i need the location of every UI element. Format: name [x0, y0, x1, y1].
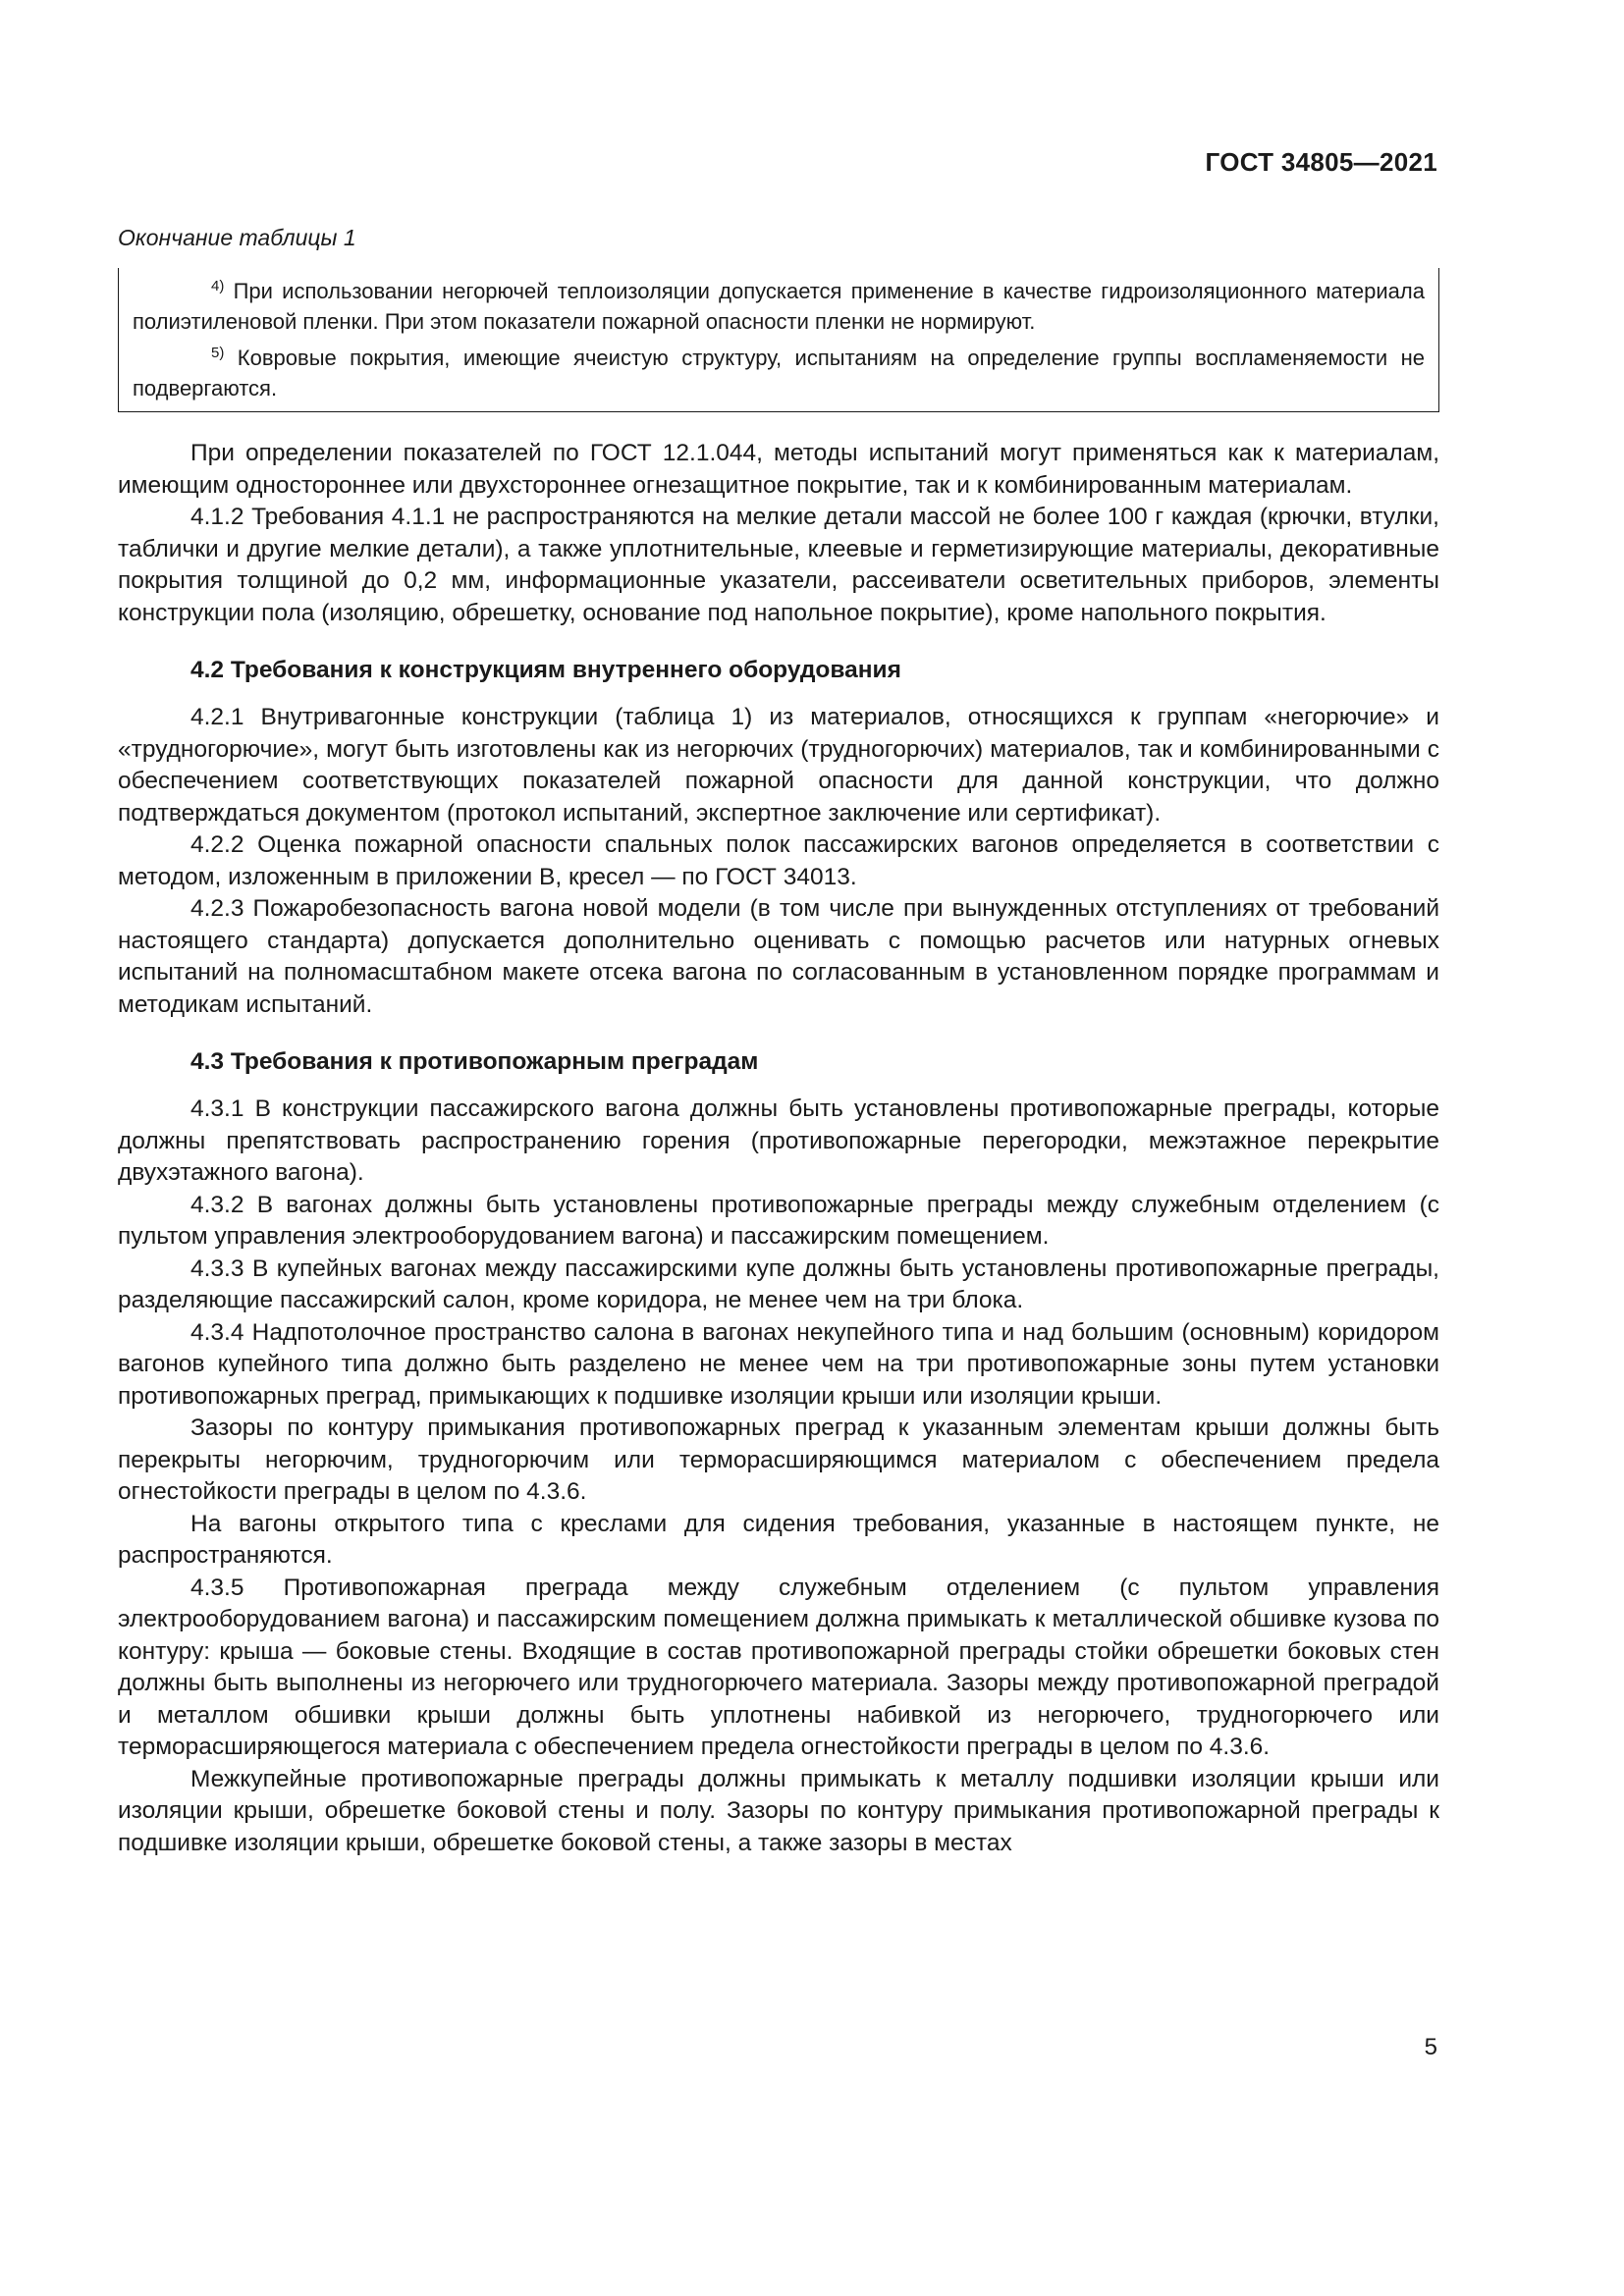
page-content	[118, 221, 1439, 1859]
paragraph-4-3-5: 4.3.5 Противопожарная преграда между служебным отделением (с пультом управления электрооборудованием вагона) и пассажирским помещением должна примыкать к металлической обшивке кузова по контуру: крыша — боковые стены. Входящие в состав противопожарной преграды стойки обрешетки боковых стен должны быть выполнены из негорючего или трудногорючего материала. Зазоры между противопожарной преградой и металлом обшивки крыши должны быть уплотнены набивкой из негорючего, трудногорючего или терморасширяющегося материала с обеспечением предела огнестойкости преграды в целом по 4.3.6.	[118, 1574, 1439, 1760]
paragraph-open-type-cars: На вагоны открытого типа с креслами для сидения требования, указанные в настоящем пункте, не распространяются.	[118, 1510, 1439, 1569]
paragraph-4-2-2: 4.2.2 Оценка пожарной опасности спальных полок пассажирских вагонов определяется в соответствии с методом, изложенным в приложении В, кресел — по ГОСТ 34013.	[118, 831, 1439, 890]
paragraph-gaps-roof: Зазоры по контуру примыкания противопожарных преград к указанным элементам крыши должны быть перекрыты негорючим, трудногорючим или терморасширяющимся материалом с обеспечением предела огнестойкости преграды в целом по 4.3.6.	[118, 1415, 1439, 1505]
footnote-text: При использовании негорючей теплоизоляции допускается применение в качестве гидроизоляционного материала полиэтиленовой пленки. При этом показатели пожарной опасности пленки не нормируют.	[133, 279, 1425, 334]
section-4-3-title: 4.3 Требования к противопожарным преградам	[190, 1048, 759, 1075]
paragraph-inter-compartment: Межкупейные противопожарные преграды должны примыкать к металлу подшивки изоляции крыши или изоляции крыши, обрешетке боковой стены и полу. Зазоры по контуру примыкания противопожарной преграды к подшивке изоляции крыши, обрешетке боковой стены, а также зазоры в местах	[118, 1765, 1439, 1856]
paragraph-4-2-3: 4.2.3 Пожаробезопасность вагона новой модели (в том числе при вынужденных отступлениях от требований настоящего стандарта) допускается дополнительно оценивать с помощью расчетов или натурных огневых испытаний на полномасштабном макете отсека вагона по согласованным в установленном порядке программам и методикам испытаний.	[118, 895, 1439, 1018]
footnote-mark: 5)	[211, 345, 225, 361]
footnote-5	[133, 343, 1425, 403]
table-footnotes	[118, 268, 1439, 412]
table-continuation-caption: Окончание таблицы 1	[118, 225, 356, 250]
paragraph-gost-12-1-044: При определении показателей по ГОСТ 12.1.044, методы испытаний могут применяться как к материалам, имеющим одностороннее или двухстороннее огнезащитное покрытие, так и к комбинированным материалам.	[118, 440, 1439, 499]
page-number: 5	[1424, 2034, 1437, 2060]
paragraph-4-3-4: 4.3.4 Надпотолочное пространство салона в вагонах некупейного типа и над большим (основным) коридором вагонов купейного типа должно быть разделено не менее чем на три противопожарные зоны путем установки противопожарных преград, примыкающих к подшивке изоляции крыши или изоляции крыши.	[118, 1318, 1439, 1410]
paragraph-4-2-1: 4.2.1 Внутривагонные конструкции (таблица 1) из материалов, относящихся к группам «негорючие» и «трудногорючие», могут быть изготовлены как из негорючих (трудногорючих) материалов, так и комбинированными с обеспечением соответствующих показателей пожарной опасности для данной конструкции, что должно подтверждаться документом (протокол испытаний, экспертное заключение или сертификат).	[118, 704, 1439, 827]
footnote-mark: 4)	[211, 278, 225, 294]
footnote-4	[133, 276, 1425, 337]
paragraph-4-1-2: 4.1.2 Требования 4.1.1 не распространяются на мелкие детали массой не более 100 г каждая (крючки, втулки, таблички и другие мелкие детали), а также уплотнительные, клеевые и герметизирующие материалы, декоративные покрытия толщиной до 0,2 мм, информационные указатели, рассеиватели осветительных приборов, элементы конструкции пола (изоляцию, обрешетку, основание под напольное покрытие), кроме напольного покрытия.	[118, 504, 1439, 626]
footnote-text: Ковровые покрытия, имеющие ячеистую структуру, испытаниям на определение группы воспламеняемости не подвергаются.	[133, 346, 1425, 400]
paragraph-4-3-1: 4.3.1 В конструкции пассажирского вагона должны быть установлены противопожарные преграды, которые должны препятствовать распространению горения (противопожарные перегородки, межэтажное перекрытие двухэтажного вагона).	[118, 1095, 1439, 1186]
standard-header: ГОСТ 34805—2021	[1205, 147, 1437, 177]
paragraph-4-3-3: 4.3.3 В купейных вагонах между пассажирскими купе должны быть установлены противопожарные преграды, разделяющие пассажирский салон, кроме коридора, не менее чем на три блока.	[118, 1255, 1439, 1313]
section-4-2-title: 4.2 Требования к конструкциям внутреннего оборудования	[190, 657, 901, 683]
paragraph-4-3-2: 4.3.2 В вагонах должны быть установлены противопожарные преграды между служебным отделением (с пультом управления электрооборудованием вагона) и пассажирским помещением.	[118, 1191, 1439, 1250]
